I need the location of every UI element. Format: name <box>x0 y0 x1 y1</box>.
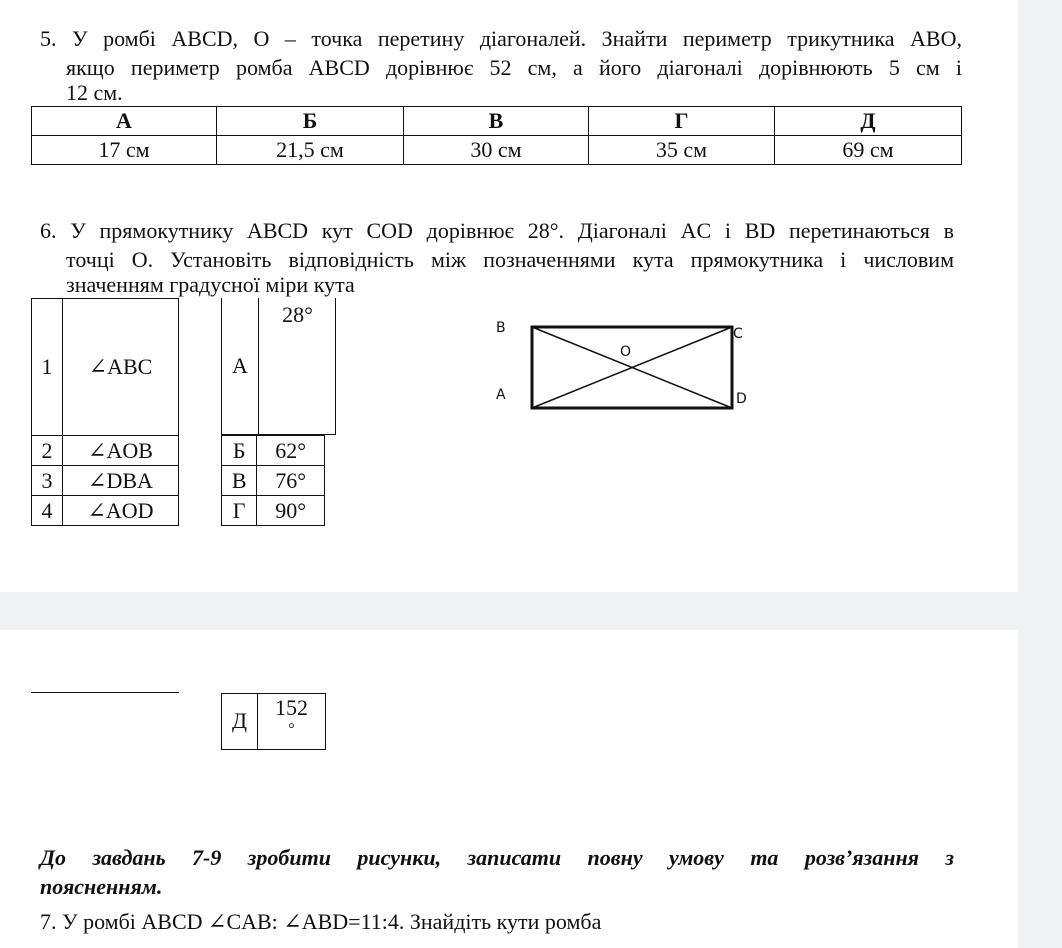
option-value-h: 35 см <box>589 136 775 165</box>
angles-table <box>31 298 179 526</box>
vertex-a-label: A <box>496 387 506 403</box>
instruction-line1: До завдань 7-9 зробити рисунки, записати повну умову та розв’язання з <box>40 845 954 870</box>
task6-line1: 6. У прямокутнику ABCD кут COD дорівнює 28°. Діагоналі AC і BD перетинаються в <box>40 218 954 243</box>
value-number-a: 28° <box>282 302 313 327</box>
value-number-h: 90° <box>257 496 325 526</box>
task5-answer-row <box>32 136 962 165</box>
table-continuation-line <box>31 692 179 693</box>
value-number-d: 152 <box>275 695 308 720</box>
values-table <box>221 435 325 526</box>
angle-label-1: ∠ABC <box>63 299 179 436</box>
angle-num-1: 1 <box>32 299 63 436</box>
vertex-d-label: D <box>736 391 747 407</box>
value-number-v: 76° <box>257 466 325 496</box>
task6-line3: значенням градусної міри кута <box>66 272 355 297</box>
task5-line3: 12 см. <box>66 80 123 105</box>
value-row-b <box>222 436 325 466</box>
value-number-b: 62° <box>257 436 325 466</box>
value-letter-a: А <box>232 353 248 378</box>
option-value-v: 30 см <box>404 136 589 165</box>
rectangle-diagram <box>490 316 760 421</box>
task5-line1: 5. У ромбі ABCD, O – точка перетину діагоналей. Знайти периметр трикутника ABO, <box>40 26 962 51</box>
angle-row-2 <box>32 436 179 466</box>
option-value-a: 17 см <box>32 136 217 165</box>
value-letter-d: Д <box>231 708 247 733</box>
value-row-h <box>222 496 325 526</box>
angle-row-3 <box>32 466 179 496</box>
value-row-a <box>221 298 336 435</box>
angle-num-2: 2 <box>32 436 63 466</box>
option-header-a: А <box>32 107 217 136</box>
value-row-d <box>221 693 326 750</box>
task6-line2: точці O. Установіть відповідність між позначеннями кута прямокутника і числовим <box>66 247 954 272</box>
angle-label-4: ∠AOD <box>63 496 179 526</box>
viewer-background <box>1018 0 1062 948</box>
angle-label-2: ∠AOB <box>63 436 179 466</box>
task5-line2: якщо периметр ромба ABCD дорівнює 52 см, а його діагоналі дорівнюють 5 см і <box>66 55 962 80</box>
option-header-v: В <box>404 107 589 136</box>
angle-row-1 <box>32 299 179 436</box>
option-header-h: Г <box>589 107 775 136</box>
option-value-b: 21,5 см <box>217 136 404 165</box>
angle-label-3: ∠DBA <box>63 466 179 496</box>
value-divider <box>258 298 259 434</box>
task5-header-row <box>32 107 962 136</box>
value-letter-b: Б <box>222 436 257 466</box>
option-value-d: 69 см <box>775 136 962 165</box>
option-header-d: Д <box>775 107 962 136</box>
vertex-c-label: C <box>733 326 743 342</box>
task5-text <box>40 24 962 104</box>
task5-answer-table <box>31 106 962 165</box>
option-header-b: Б <box>217 107 404 136</box>
point-o-label: O <box>620 344 632 360</box>
angle-num-3: 3 <box>32 466 63 496</box>
rectangle-figure <box>490 316 760 416</box>
task7-text: 7. У ромбі ABCD ∠CAB: ∠ABD=11:4. Знайдіть кути ромба <box>40 909 602 934</box>
value-row-v <box>222 466 325 496</box>
angle-num-4: 4 <box>32 496 63 526</box>
vertex-b-label: B <box>496 320 506 336</box>
value-degree-d: ° <box>288 721 295 738</box>
instruction-line2: поясненням. <box>40 874 163 899</box>
angle-row-4 <box>32 496 179 526</box>
task6-text <box>40 216 954 296</box>
value-letter-h: Г <box>222 496 257 526</box>
value-letter-v: В <box>222 466 257 496</box>
instruction-text <box>40 843 954 901</box>
